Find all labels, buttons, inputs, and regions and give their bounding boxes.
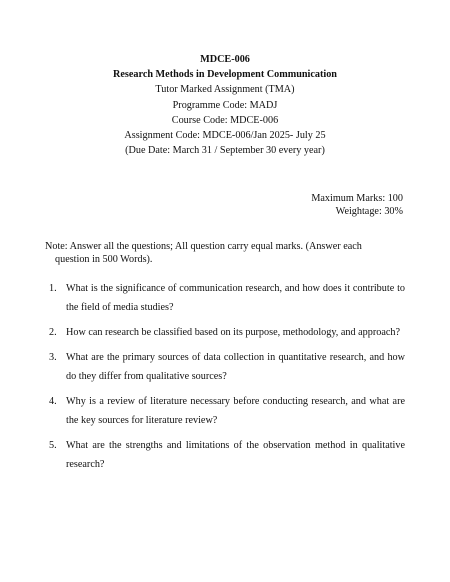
question-number: 2.: [49, 327, 57, 338]
question-text: What are the primary sources of data collection in quantitative research, and how do they differ from qualitative sources?: [66, 352, 405, 382]
question-list: [45, 279, 405, 480]
question-text: How can research be classified based on its purpose, methodology, and approach?: [66, 327, 400, 338]
question-text: Why is a review of literature necessary before conducting research, and what are the key sources for literature review?: [66, 396, 405, 426]
question-text: What is the significance of communication research, and how does it contribute to the field of media studies?: [66, 283, 405, 313]
course-code: Course Code: MDCE-006: [171, 114, 279, 126]
assignment-header: [0, 52, 450, 158]
assignment-type: Tutor Marked Assignment (TMA): [155, 84, 295, 96]
note-label: Note:: [45, 241, 68, 252]
question-number: 4.: [49, 396, 57, 407]
note-text-line1: Answer all the questions; All question carry equal marks. (Answer each: [69, 241, 362, 252]
question-text: What are the strengths and limitations of the observation method in qualitative research?: [66, 440, 405, 470]
course-id: MDCE-006: [200, 54, 250, 65]
question-item: [45, 348, 405, 386]
note-block: [45, 240, 403, 266]
note-text-line2: question in 500 Words).: [55, 254, 153, 265]
assignment-code: Assignment Code: MDCE-006/Jan 2025- July 25: [124, 130, 326, 142]
question-item: [45, 279, 405, 317]
marks-block: [311, 192, 403, 218]
question-item: [45, 323, 405, 342]
course-title: Research Methods in Development Communication: [113, 69, 337, 81]
question-number: 5.: [49, 440, 57, 451]
programme-code: Programme Code: MADJ: [172, 99, 278, 111]
question-item: [45, 392, 405, 430]
question-number: 1.: [49, 283, 57, 294]
maximum-marks: Maximum Marks: 100: [311, 193, 403, 204]
weightage: Weightage: 30%: [335, 206, 403, 217]
question-number: 3.: [49, 352, 57, 363]
question-item: [45, 436, 405, 474]
due-date: (Due Date: March 31 / September 30 every year): [125, 145, 325, 157]
